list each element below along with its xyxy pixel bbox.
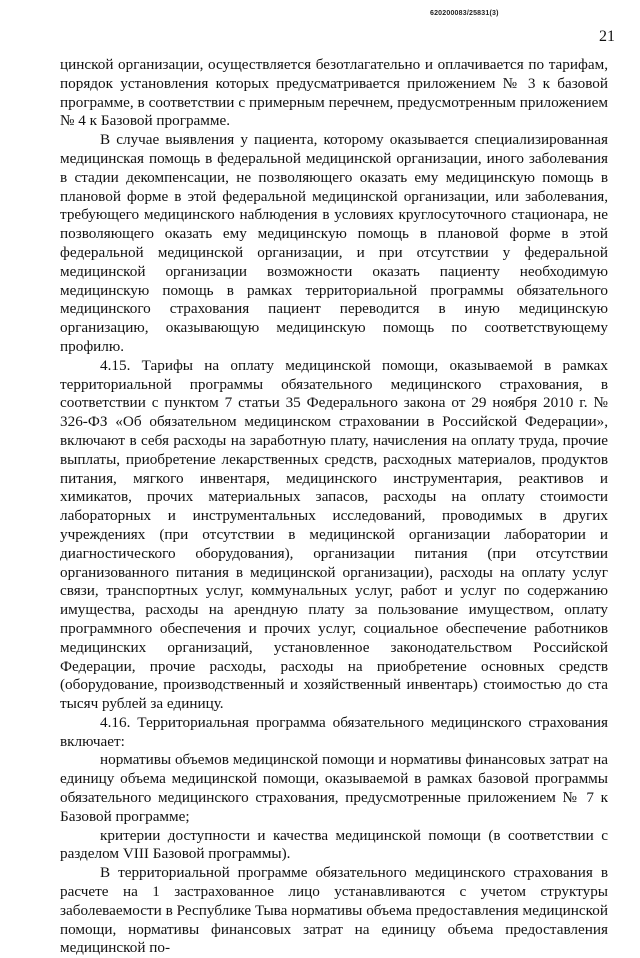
paragraph-4-16-item-criteria: критерии доступности и качества медицинской помощи (в соответствии с разделом VIII Базовой программы). <box>60 826 608 863</box>
page-number: 21 <box>599 28 615 45</box>
document-body <box>60 56 608 958</box>
paragraph-continuation: цинской организации, осуществляется безотлагательно и оплачивается по тарифам, порядок установления которых предусматривается приложением № 3 к базовой программе, в соответствии с примерным перечнем, предусмотренным приложением № 4 к Базовой программе. <box>60 56 608 130</box>
document-number: 620200083/25831(3) <box>430 10 499 17</box>
paragraph-4-16-heading: 4.16. Территориальная программа обязательного медицинского страхования включает: <box>60 713 608 750</box>
paragraph-transfer-rule: В случае выявления у пациента, которому оказывается специализированная медицинская помощь в федеральной медицинской организации, иного заболевания в стадии декомпенсации, не позволяющего оказать ему медицинскую помощь в плановой форме в этой федеральной медицинской организации, или заболевания, требующего медицинского наблюдения в условиях круглосуточного стационара, не позволяющего оказать ему медицинскую помощь в плановой форме в этой федеральной медицинской организации, и при отсутствии у федеральной медицинской организации возможности оказать пациенту необходимую медицинскую помощь в рамках территориальной программы обязательного медицинского страхования пациент переводится в иную медицинскую организацию, оказывающую медицинскую помощь по соответствующему профилю. <box>60 131 608 355</box>
paragraph-per-insured-norms: В территориальной программе обязательного медицинского страхования в расчете на 1 застрахованное лицо устанавливаются с учетом структуры заболеваемости в Республике Тыва нормативы объема предоставления медицинской помощи, нормативы финансовых затрат на единицу объема предоставления медицинской по- <box>60 864 608 957</box>
paragraph-4-16-item-norms: нормативы объемов медицинской помощи и нормативы финансовых затрат на единицу объема медицинской помощи, оказываемой в рамках базовой программы обязательного медицинского страхования, предусмотренные приложением № 7 к Базовой программе; <box>60 751 608 825</box>
paragraph-4-15-tariffs: 4.15. Тарифы на оплату медицинской помощи, оказываемой в рамках территориальной программы обязательного медицинского страхования, в соответствии с пунктом 7 статьи 35 Федерального закона от 29 ноября 2010 г. № 326-ФЗ «Об обязательном медицинском страховании в Российской Федерации», включают в себя расходы на заработную плату, начисления на оплату труда, прочие выплаты, приобретение лекарственных средств, расходных материалов, продуктов питания, мягкого инвентаря, медицинского инструментария, реактивов и химикатов, прочих материальных запасов, расходы на оплату стоимости лабораторных и инструментальных исследований, проводимых в других учреждениях (при отсутствии в медицинской организации лаборатории и диагностического оборудования), организации питания (при отсутствии организованного питания в медицинской организации), расходы на оплату услуг связи, транспортных услуг, коммунальных услуг, работ и услуг по содержанию имущества, расходы на арендную плату за пользование имуществом, оплату программного обеспечения и прочих услуг, социальное обеспечение работников медицинских организаций, установленное законодательством Российской Федерации, прочие расходы, расходы на приобретение основных средств (оборудование, производственный и хозяйственный инвентарь) стоимостью до ста тысяч рублей за единицу. <box>60 356 608 713</box>
